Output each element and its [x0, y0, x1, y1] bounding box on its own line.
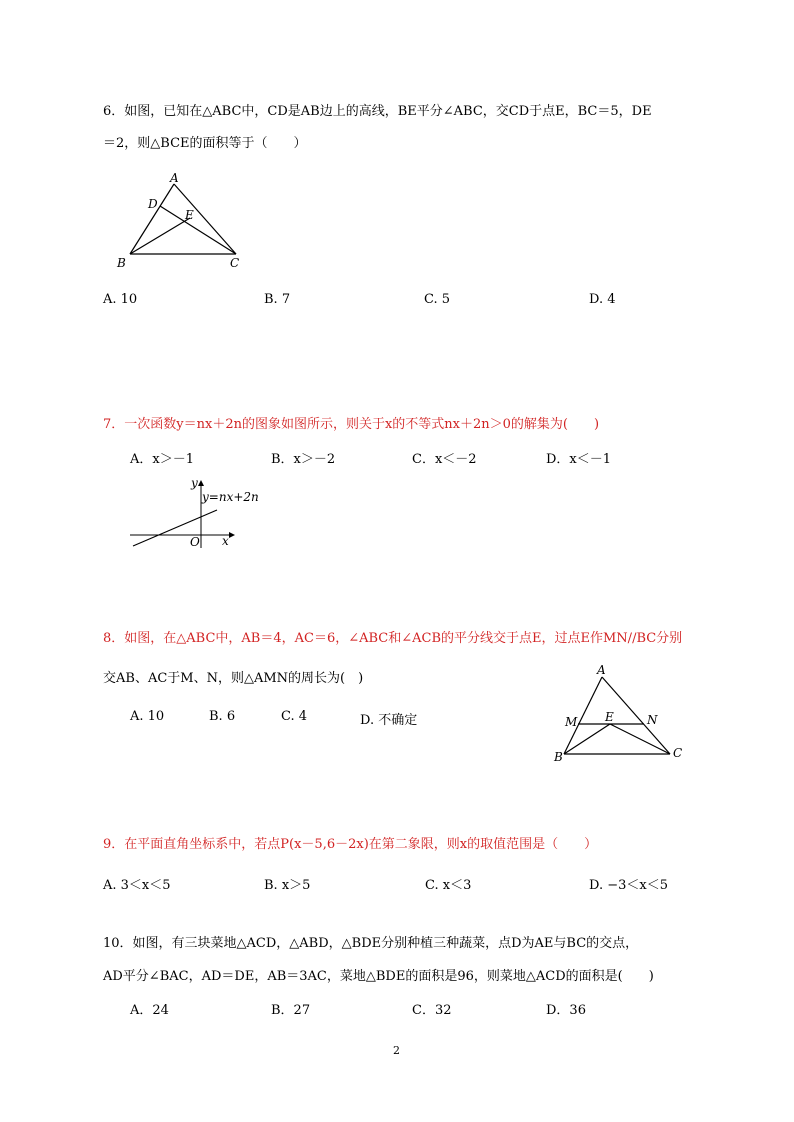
q7-option-c: C．x＜－2	[412, 452, 477, 467]
q6-option-a: A. 10	[103, 292, 138, 307]
q8-label-n: N	[647, 713, 658, 727]
q10-option-a: A．24	[130, 1003, 169, 1018]
q7-label-origin: O	[190, 535, 200, 549]
q6-option-d: D. 4	[589, 292, 616, 307]
q8-option-c: C. 4	[281, 709, 308, 724]
q6-label-e: E	[185, 208, 194, 222]
q6-line-2: ＝2，则△BCE的面积等于（ ）	[103, 136, 307, 151]
q8-label-e: E	[605, 710, 614, 724]
q6-option-c: C. 5	[424, 292, 451, 307]
q10-option-d: D．36	[546, 1003, 586, 1018]
q7-line-1: 7．一次函数y＝nx＋2n的图象如图所示，则关于x的不等式nx＋2n＞0的解集为( )	[103, 417, 600, 432]
q7-option-b: B．x＞－2	[271, 452, 336, 467]
q9-line-1: 9．在平面直角坐标系中，若点P(x－5,6－2x)在第二象限，则x的取值范围是（ ）	[103, 837, 598, 852]
q8-label-m: M	[565, 715, 578, 729]
q9-option-c: C. x＜3	[425, 878, 472, 893]
q6-label-b: B	[117, 256, 126, 270]
q7-graph-figure	[125, 474, 259, 554]
q9-option-b: B. x＞5	[264, 878, 311, 893]
q9-option-a: A. 3＜x＜5	[103, 878, 171, 893]
q7-label-y: y	[191, 476, 198, 490]
q7-option-d: D．x＜－1	[546, 452, 612, 467]
q8-label-c: C	[673, 746, 683, 760]
q8-option-d: D. 不确定	[360, 713, 418, 728]
page-number: 2	[393, 1044, 400, 1057]
q6-option-b: B. 7	[264, 292, 291, 307]
q6-line-1: 6．如图，已知在△ABC中，CD是AB边上的高线，BE平分∠ABC，交CD于点E，BC＝5，DE	[103, 104, 652, 119]
q8-option-a: A. 10	[130, 709, 165, 724]
q6-triangle-figure	[110, 168, 250, 274]
q8-line-2: 交AB、AC于M、N，则△AMN的周长为( )	[103, 671, 364, 686]
q10-line-1: 10．如图，有三块菜地△ACD，△ABD，△BDE分别种植三种蔬菜，点D为AE与BC的交点，	[103, 936, 639, 951]
q6-label-c: C	[230, 256, 240, 270]
q8-label-a: A	[597, 663, 606, 677]
q10-option-b: B．27	[271, 1003, 311, 1018]
q6-label-d: D	[148, 197, 158, 211]
q10-option-c: C．32	[412, 1003, 452, 1018]
q8-label-b: B	[554, 750, 563, 764]
q7-option-a: A．x＞－1	[130, 452, 194, 467]
q7-label-x: x	[222, 534, 229, 548]
q8-option-b: B. 6	[209, 709, 236, 724]
q9-option-d: D. −3＜x＜5	[589, 878, 668, 893]
q8-triangle-figure	[550, 660, 690, 766]
q8-line-1: 8．如图，在△ABC中，AB＝4，AC＝6，∠ABC和∠ACB的平分线交于点E，过点E作MN//BC分别	[103, 631, 683, 646]
q10-line-2: AD平分∠BAC，AD＝DE，AB＝3AC，菜地△BDE的面积是96，则菜地△ACD的面积是( )	[103, 969, 654, 984]
q6-label-a: A	[170, 171, 179, 185]
q7-label-line: y=nx+2n	[202, 490, 259, 504]
